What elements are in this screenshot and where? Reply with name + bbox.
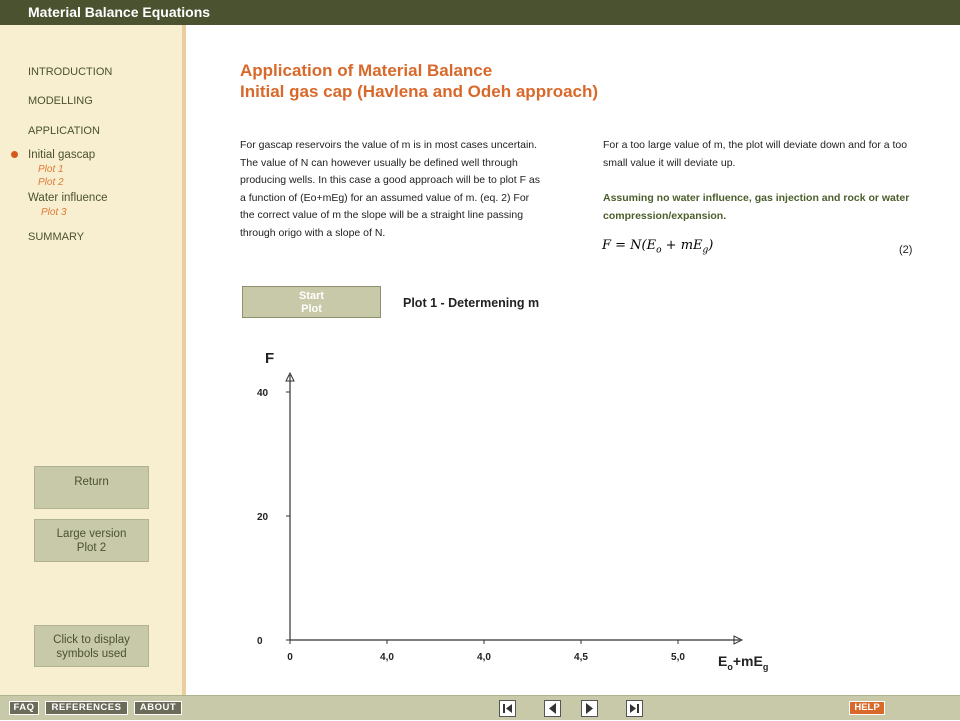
sidebar (0, 25, 186, 695)
page-title-line1: Application of Material Balance (240, 61, 493, 80)
equation (602, 238, 713, 256)
help-button[interactable]: HELP (849, 701, 885, 715)
next-page-icon[interactable] (581, 700, 598, 717)
sidebar-subitem-plot3[interactable]: Plot 3 (41, 207, 67, 218)
title-bar (0, 0, 960, 25)
sidebar-item-initial-gascap[interactable]: Initial gascap (28, 149, 96, 161)
start-plot-button[interactable]: Start Plot (242, 286, 381, 318)
return-button[interactable]: Return (34, 466, 149, 509)
y-axis-label: F (265, 350, 275, 367)
x-tick-label: 4,5 (574, 652, 588, 663)
sidebar-subitem-plot1[interactable]: Plot 1 (38, 164, 64, 175)
active-bullet-icon (11, 151, 18, 158)
symbols-button[interactable]: Click to display symbols used (34, 625, 149, 667)
y-tick-label: 0 (257, 636, 263, 647)
equation-close: ) (708, 238, 714, 253)
equation-sub-g: g (702, 245, 709, 256)
x-tick-label: 0 (287, 652, 293, 663)
x-axis-label: $E_o+mE_g$ (718, 653, 769, 672)
equation-lhs: F = N(E (602, 238, 657, 253)
equation-number: (2) (899, 244, 913, 256)
sidebar-item-modelling[interactable]: MODELLING (28, 95, 93, 107)
y-tick-label: 40 (257, 388, 269, 399)
plot-title: Plot 1 - Determening m (403, 296, 540, 310)
assumption-note: Assuming no water influence, gas injection and rock or water compression/expansion. (603, 192, 910, 222)
left-paragraph: For gascap reservoirs the value of m is in most cases uncertain. The value of N can however usually be defined well through producing wells. In this case a good approach will be to plot F as a function of (Eo+mEg) for an assumed value of m. (eq. 2) For the correct value of m the slope will be a straight line passing through origo with a slope of N. (240, 139, 541, 239)
faq-button[interactable]: FAQ (9, 701, 39, 715)
app-title: Material Balance Equations (28, 4, 211, 20)
sidebar-item-introduction[interactable]: INTRODUCTION (28, 66, 113, 78)
right-paragraph: For a too large value of m, the plot will deviate down and for a too small value it will deviate up. (603, 139, 908, 169)
page-title (240, 60, 598, 102)
last-page-icon[interactable] (626, 700, 643, 717)
equation-sub-o: o (656, 245, 662, 256)
bottom-bar (0, 695, 960, 720)
about-button[interactable]: ABOUT (134, 701, 182, 715)
sidebar-item-summary[interactable]: SUMMARY (28, 231, 85, 243)
equation-mid: + mE (661, 238, 703, 253)
main-content (190, 25, 960, 695)
previous-page-icon[interactable] (544, 700, 561, 717)
y-tick-label: 20 (257, 512, 269, 523)
x-tick-label: 4,0 (380, 652, 394, 663)
page-title-line2: Initial gas cap (Havlena and Odeh approach) (240, 82, 599, 101)
x-tick-label: 5,0 (671, 652, 685, 663)
sidebar-item-application[interactable]: APPLICATION (28, 125, 100, 137)
large-version-button[interactable]: Large version Plot 2 (34, 519, 149, 562)
x-tick-label: 4,0 (477, 652, 491, 663)
sidebar-subitem-plot2[interactable]: Plot 2 (38, 177, 64, 188)
first-page-icon[interactable] (499, 700, 516, 717)
sidebar-item-water-influence[interactable]: Water influence (28, 192, 108, 204)
plot-chart (245, 345, 825, 685)
references-button[interactable]: REFERENCES (45, 701, 128, 715)
